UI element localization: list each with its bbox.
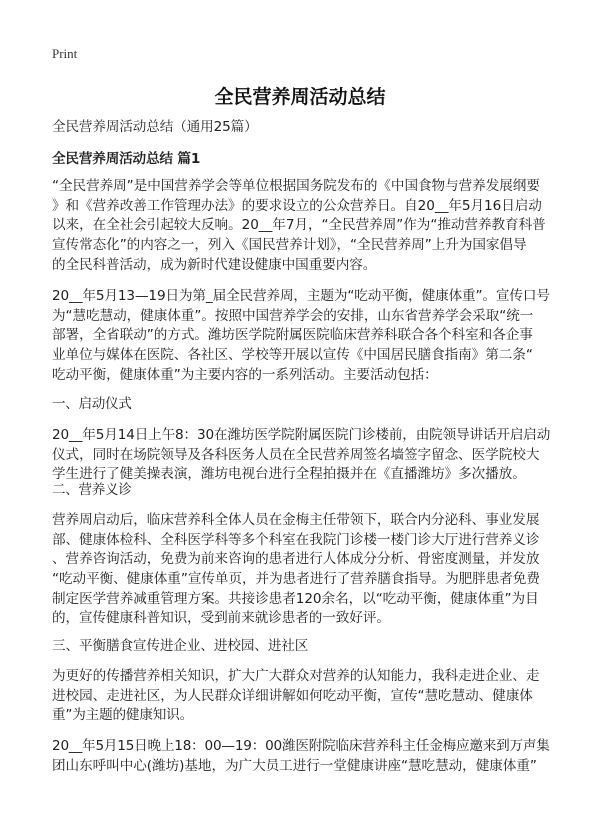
subheading-1 bbox=[52, 395, 552, 415]
print-link[interactable]: Print bbox=[52, 46, 78, 61]
section-heading bbox=[52, 150, 552, 170]
paragraph-line: 》和《营养改善工作管理办法》的要求设立的公众营养日。自20__年5月16日启动 bbox=[52, 197, 542, 214]
paragraph-line: 制定医学营养减重管理方案。共接诊患者120余名，以“吃动平衡，健康体重”为目 bbox=[52, 590, 539, 607]
paragraph-line: 重”为主题的健康知识。 bbox=[52, 707, 193, 724]
paragraph bbox=[52, 287, 552, 385]
paragraph-line: “吃动平衡、健康体重”宣传单页，并为患者进行了营养膳食指导。为肥胖患者免费 bbox=[52, 571, 540, 588]
paragraph-line: 宣传常态化”的内容之一，列入《国民营养计划》，“全民营养周”上升为国家倡导 bbox=[52, 237, 527, 254]
paragraph-line: 以来，在全社会引起较大反响。20__年7月，“全民营养周”作为“推动营养教育科普 bbox=[52, 217, 546, 234]
subtitle bbox=[52, 118, 552, 138]
paragraph-line: 20__年5月14日上午8：30在潍坊医学院附属医院门诊楼前，由院领导讲话开启启动 bbox=[52, 427, 551, 443]
paragraph-line: 、营养咨询活动，免费为前来咨询的患者进行人体成分分析、骨密度测量，并发放 bbox=[52, 551, 540, 568]
paragraph bbox=[52, 667, 552, 726]
subheading-3 bbox=[52, 637, 552, 657]
paragraph-line: 的全民科普活动，成为新时代建设健康中国重要内容。 bbox=[52, 256, 377, 273]
paragraph-line: “全民营养周”是中国营养学会等单位根据国务院发布的《中国食物与营养发展纲要 bbox=[52, 178, 540, 194]
subheading-text: 三、平衡膳食宣传进企业、进校园、进社区 bbox=[52, 638, 309, 654]
paragraph-line: 20__年5月15日晚上18：00—19：00潍医附院临床营养科主任金梅应邀来到万声集 bbox=[52, 738, 550, 754]
section-heading-text: 全民营养周活动总结 篇1 bbox=[52, 151, 201, 167]
subheading-2 bbox=[52, 481, 552, 501]
paragraph-line: 的，宣传健康科普知识，受到前来就诊患者的一致好评。 bbox=[52, 610, 390, 627]
subheading-text: 一、启动仪式 bbox=[52, 396, 132, 412]
paragraph-line: 为更好的传播营养相关知识，扩大广大群众对营养的认知能力，我科走进企业、走 bbox=[52, 668, 540, 684]
page-title: 全民营养周活动总结 bbox=[214, 86, 386, 108]
paragraph-line: 业单位与媒体在医院、各社区、学校等开展以宣传《中国居民膳食指南》第二条“ bbox=[52, 347, 533, 364]
paragraph-line: 吃动平衡，健康体重”为主要内容的一系列活动。主要活动包括： bbox=[52, 366, 438, 383]
paragraph-line: 团山东呼叫中心(潍坊)基地，为广大员工进行一堂健康讲座“慧吃慧动，健康体重” bbox=[52, 757, 537, 774]
paragraph-line: 20__年5月13—19日为第_届全民营养周，主题为“吃动平衡，健康体重”。宣传口号 bbox=[52, 288, 550, 304]
paragraph-line: 部署，全省联动”的方式。潍坊医学院附属医院临床营养科联合各个科室和各企事 bbox=[52, 327, 533, 344]
paragraph bbox=[52, 177, 552, 275]
paragraph-line: 营养周启动后，临床营养科全体人员在金梅主任带领下，联合内分泌科、事业发展 bbox=[52, 512, 540, 528]
paragraph bbox=[52, 737, 552, 776]
paragraph bbox=[52, 426, 552, 485]
paragraph-line: 进校园、走进社区，为人民群众详细讲解如何吃动平衡，宣传“慧吃慧动、健康体 bbox=[52, 687, 533, 704]
subheading-text: 二、营养义诊 bbox=[52, 482, 132, 498]
paragraph-line: 仪式，同时在场院领导及各科医务人员在全民营养周签名墙签字留念、医学院校大 bbox=[52, 446, 540, 463]
subtitle-text: 全民营养周活动总结（通用25篇） bbox=[52, 119, 258, 135]
paragraph-line: 学生进行了健美操表演，潍坊电视台进行全程拍摄并在《直播潍坊》多次播放。 bbox=[52, 466, 526, 483]
paragraph-line: 部、健康体检科、全科医学科等多个科室在我院门诊楼一楼门诊大厅进行营养义诊 bbox=[52, 531, 540, 548]
paragraph bbox=[52, 511, 552, 629]
paragraph-line: 为“慧吃慧动，健康体重”。按照中国营养学会的安排，山东省营养学会采取“统一 bbox=[52, 307, 534, 324]
